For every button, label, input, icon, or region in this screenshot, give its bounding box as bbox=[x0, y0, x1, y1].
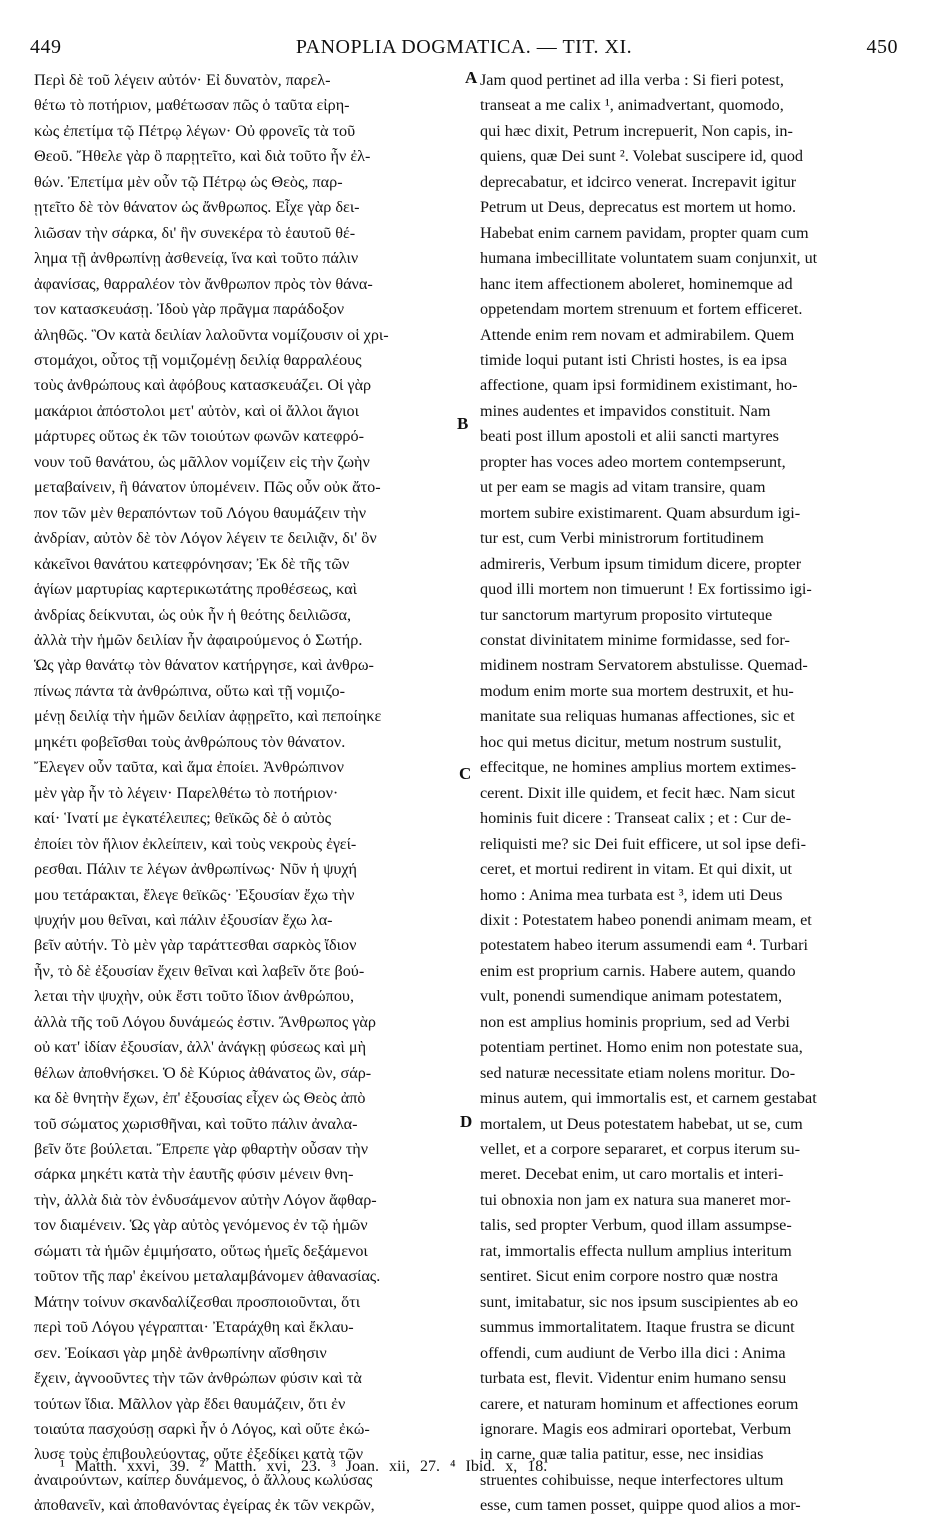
greek-text-line: νουν τοῦ θανάτου, ὡς μᾶλλον νομίζειν εἰς τὴν ζωὴν bbox=[34, 452, 370, 471]
latin-text-line: in carne, quæ talia patitur, esse, nec insidias bbox=[480, 1445, 764, 1464]
greek-text-line: θέλων ἀποθνήσκει. Ὁ δὲ Κύριος ἀθάνατος ὢν, σάρ- bbox=[34, 1063, 372, 1082]
greek-text-line: ἀποθανεῖν, καὶ ἀποθανόντας ἐγείρας ἐκ τῶν νεκρῶν, bbox=[34, 1496, 375, 1515]
greek-text-line: πίνως πάντα τὰ ἀνθρώπινα, οὕτω καὶ τῇ νομιζο- bbox=[34, 681, 345, 700]
latin-text-line: sunt, imitabatur, sic nos ipsum suscipientes ab eo bbox=[480, 1292, 799, 1311]
greek-text-line: ἀνδρίαν, αὐτὸν δὲ τὸν Λόγον λέγειν τε δειλιᾷν, δι' ὃν bbox=[34, 529, 377, 548]
greek-text-column bbox=[34, 68, 462, 1519]
latin-text-line: tui obnoxia non jam ex natura sua maneret mor- bbox=[480, 1190, 791, 1209]
latin-text-line: midinem nostram Servatorem abstulisse. Quemad- bbox=[480, 656, 808, 675]
greek-text-line: κα δὲ θνητὴν ἔχων, ἐπ' ἐξουσίας εἶχεν ὡς Θεὸς ἀπὸ bbox=[34, 1089, 366, 1108]
page-number-left: 449 bbox=[30, 36, 62, 58]
latin-text-line: hanc item affectionem aboleret, hominemque ad bbox=[480, 274, 793, 293]
greek-text-line: ἀλλὰ τὴν ἡμῶν δειλίαν ἦν ἀφαιρούμενος ὁ Σωτήρ. bbox=[34, 630, 363, 649]
latin-text-line: effecitque, ne homines amplius mortem extimes- bbox=[480, 758, 797, 777]
greek-text-line: βεῖν αὐτήν. Τὸ μὲν γὰρ ταράττεσθαι σαρκὸς ἴδιον bbox=[34, 936, 357, 955]
greek-text-line: στομάχοι, οὗτος τῇ νομιζομένῃ δειλίᾳ θαρραλέους bbox=[34, 350, 362, 369]
greek-text-line: σάρκα μηκέτι κατὰ τὴν ἑαυτῆς φύσιν μένειν θνη- bbox=[34, 1165, 354, 1184]
latin-text-line: ceret, et mortui redirent in vitam. Et qui dixit, ut bbox=[480, 860, 792, 879]
greek-text-line: τοιαύτα πασχούσῃ σαρκὶ ἦν ὁ Λόγος, καὶ οὔτε ἐκώ- bbox=[34, 1420, 370, 1439]
greek-text-line: σεν. Ἐοίκασι γὰρ μηδὲ ἀνθρωπίνην αἴσθησιν bbox=[34, 1343, 327, 1362]
latin-text-line: affectione, quam ipsi formidinem existimant, ho- bbox=[480, 376, 798, 395]
greek-text-line: τοῦτον τῆς παρ' ἐκείνου μεταλαμβάνομεν ἀθανασίας. bbox=[34, 1267, 381, 1286]
margin-letter-a: A bbox=[465, 68, 478, 87]
footnotes: ¹ Matth. xxvi, 39. ² Matth. xvi, 23. ³ Joan. xii, 27. ⁴ Ibid. x, 18. bbox=[60, 1458, 548, 1475]
latin-text-line: reliquisti me? sic Dei fuit efficere, ut sol ipse defi- bbox=[480, 834, 807, 853]
latin-text-line: tur est, cum Verbi ministrorum fortitudinem bbox=[480, 529, 764, 548]
greek-text-line: τον διαμένειν. Ὡς γὰρ αὐτὸς γενόμενος ἐν τῷ ἡμῶν bbox=[34, 1216, 368, 1235]
greek-text-line: θέτω τὸ ποτήριον, μαθέτωσαν πῶς ὁ ταῦτα εἰρη- bbox=[34, 96, 350, 115]
latin-text-line: minus autem, qui immortalis est, et carnem gestabat bbox=[480, 1089, 817, 1108]
latin-text-line: constat divinitatem minime formidasse, sed for- bbox=[480, 630, 790, 649]
greek-text-line: μὲν γὰρ ἦν τὸ λέγειν· Παρελθέτω τὸ ποτήριον· bbox=[34, 783, 339, 802]
latin-text-line: admireris, Verbum ipsum timidum dicere, propter bbox=[480, 554, 802, 573]
latin-text-line: dixit : Potestatem habeo ponendi animam meam, et bbox=[480, 910, 812, 929]
margin-letter-d: D bbox=[460, 1112, 473, 1131]
latin-text-line: potentiam pertinet. Homo enim non potestate sua, bbox=[480, 1038, 803, 1057]
greek-text-line: μένῃ δειλίᾳ τὴν ἡμῶν δειλίαν ἀφῃρεῖτο, καὶ πεποίηκε bbox=[34, 707, 382, 726]
greek-text-line: λεται τὴν ψυχὴν, οὐκ ἔστι τοῦτο ἴδιον ἀνθρώπου, bbox=[34, 987, 354, 1006]
latin-text-line: sed naturæ necessitate etiam nolens moritur. Do- bbox=[480, 1063, 796, 1082]
latin-text-column bbox=[480, 68, 900, 1519]
latin-text-line: quod illi mortem non timuerunt ! Ex fortissimo igi- bbox=[480, 580, 812, 599]
latin-text-line: cerent. Dixit ille quidem, et fecit hæc. Nam sicut bbox=[480, 783, 796, 802]
greek-text-line: λιῶσαν τὴν σάρκα, δι' ἣν συνεκέρα τὸ ἑαυτοῦ θέ- bbox=[34, 223, 356, 242]
latin-text-line: mortem subire existimarent. Quam absurdum igi- bbox=[480, 503, 801, 522]
greek-text-line: τοὺς ἀνθρώπους καὶ ἀφόβους κατασκευάζει. Οἱ γὰρ bbox=[34, 376, 372, 395]
latin-text-line: rat, immortalis effecta nullum amplius interitum bbox=[480, 1241, 792, 1260]
greek-text-line: Θεοῦ. Ἤθελε γὰρ ὃ παρῃτεῖτο, καὶ διὰ τοῦτο ἦν ἐλ- bbox=[34, 147, 371, 166]
latin-text-line: hominis fuit dicere : Transeat calix ; et : Cur de- bbox=[480, 809, 792, 828]
running-header bbox=[30, 36, 898, 66]
greek-text-line: μακάριοι ἀπόστολοι μετ' αὐτὸν, καὶ οἱ ἄλλοι ἅγιοι bbox=[34, 401, 359, 420]
latin-text-line: propter has voces adeo mortem contempserunt, bbox=[480, 452, 786, 471]
latin-text-line: manitate sua reliquas humanas affectiones, sic et bbox=[480, 707, 795, 726]
latin-text-line: Jam quod pertinet ad illa verba : Si fieri potest, bbox=[480, 71, 784, 89]
greek-text-line: μου τετάρακται, ἔλεγε θεϊκῶς· Ἐξουσίαν ἔχω τὴν bbox=[34, 885, 355, 904]
latin-text-line: turbata est, flevit. Videntur enim humano sensu bbox=[480, 1369, 787, 1388]
latin-text-line: meret. Decebat enim, ut caro mortalis et interi- bbox=[480, 1165, 784, 1184]
latin-text-line: deprecabatur, et idcirco venerat. Increpavit igitur bbox=[480, 172, 797, 191]
latin-text-line: sentiret. Sicut enim corpore nostro quæ nostra bbox=[480, 1267, 779, 1286]
latin-text-line: qui hæc dixit, Petrum increpuerit, Non capis, in- bbox=[480, 121, 793, 140]
latin-text-line: mines audentes et impavidos constituit. Nam bbox=[480, 401, 771, 420]
latin-text-line: oppetendam mortem strenuum et fortem efficeret. bbox=[480, 300, 803, 319]
margin-letter-b: B bbox=[457, 414, 469, 433]
latin-text-line: mortalem, ut Deus potestatem habebat, ut se, cum bbox=[480, 1114, 803, 1133]
latin-text-line: humana imbecillitate voluntatem suam conjunxit, ut bbox=[480, 249, 818, 268]
margin-letter-c: C bbox=[459, 764, 472, 783]
latin-text-line: vellet, et a corpore separaret, et corpus iterum su- bbox=[480, 1140, 801, 1159]
latin-text-line: tur sanctorum martyrum proposito virtuteque bbox=[480, 605, 773, 624]
greek-text-line: μηκέτι φοβεῖσθαι τοὺς ἀνθρώπους τὸν θάνατον. bbox=[34, 732, 346, 751]
latin-text-line: timide loqui putant isti Christi hostes, is ea ipsa bbox=[480, 350, 788, 369]
greek-text-line: Ὡς γὰρ θανάτῳ τὸν θάνατον κατήργησε, καὶ ἀνθρω- bbox=[34, 656, 374, 675]
greek-text-line: πον τῶν μὲν θεραπόντων τοῦ Λόγου θαυμάζειν τὴν bbox=[34, 503, 367, 522]
latin-text-line: ignorare. Magis eos admirari oportebat, Verbum bbox=[480, 1420, 792, 1439]
greek-text-line: Περὶ δὲ τοῦ λέγειν αὐτόν· Εἰ δυνατὸν, παρελ- bbox=[34, 71, 331, 89]
greek-text-line: καί· Ἱνατί με ἐγκατέλειπες; θεϊκῶς δὲ ὁ αὐτὸς bbox=[34, 809, 332, 828]
greek-text-line: ἀληθῶς. Ὃν κατὰ δειλίαν λαλοῦντα νομίζουσιν οἱ χρι- bbox=[34, 325, 389, 344]
greek-text-line: κὼς ἐπετίμα τῷ Πέτρῳ λέγων· Οὐ φρονεῖς τὰ τοῦ bbox=[34, 121, 356, 140]
latin-text-line: carere, et naturam hominum et affectiones eorum bbox=[480, 1394, 799, 1413]
running-title: PANOPLIA DOGMATICA. — TIT. XI. bbox=[295, 36, 633, 58]
greek-text-line: ρεσθαι. Πάλιν τε λέγων ἀνθρωπίνως· Νῦν ἡ ψυχή bbox=[34, 860, 358, 879]
latin-text-line: homo : Anima mea turbata est ³, idem uti Deus bbox=[480, 885, 783, 904]
greek-text-line: σώματι τὰ ἡμῶν ἐμιμήσατο, οὕτως ἡμεῖς δεξάμενοι bbox=[34, 1241, 368, 1260]
latin-text-line: talis, sed propter Verbum, quod illam assumpse- bbox=[480, 1216, 792, 1235]
greek-text-line: τὴν, ἀλλὰ διὰ τὸν ἐνδυσάμενον αὐτὴν Λόγον ἄφθαρ- bbox=[34, 1190, 377, 1209]
greek-text-line: μεταβαίνειν, ἢ θάνατον ὑπομένειν. Πῶς οὖν οὐκ ἄτο- bbox=[34, 478, 381, 497]
latin-text-line: Attende enim rem novam et admirabilem. Quem bbox=[480, 325, 795, 344]
greek-text-line: τοῦ σώματος χωρισθῆναι, καὶ τοῦτο πάλιν ἀναλα- bbox=[34, 1114, 358, 1133]
latin-text-line: offendi, cum audiunt de Verbo illa dici : Anima bbox=[480, 1343, 786, 1362]
greek-text-line: ψυχήν μου θεῖναι, καὶ πάλιν ἐξουσίαν ἔχω λα- bbox=[34, 910, 333, 929]
greek-text-line: τον κατασκευάσῃ. Ἰδοὺ γὰρ πρᾶγμα παράδοξον bbox=[34, 300, 345, 319]
latin-text-line: Petrum ut Deus, deprecatus est mortem ut homo. bbox=[480, 198, 797, 217]
greek-text-line: θών. Ἐπετίμα μὲν οὖν τῷ Πέτρῳ ὡς Θεὸς, παρ- bbox=[34, 172, 343, 191]
greek-text-line: μάρτυρες οὕτως ἐκ τῶν τοιούτων φωνῶν κατεφρό- bbox=[34, 427, 364, 446]
greek-text-line: ἔχειν, ἀγνοοῦντες τὴν τῶν ἀνθρώπων φύσιν καὶ τὰ bbox=[34, 1369, 362, 1388]
greek-text-line: ἀλλὰ τῆς τοῦ Λόγου δυνάμεώς ἐστιν. Ἄνθρωπος γὰρ bbox=[34, 1012, 376, 1031]
greek-text-line: ῃτεῖτο δὲ τὸν θάνατον ὡς ἄνθρωπος. Εἶχε γὰρ δει- bbox=[34, 198, 360, 217]
latin-text-line: potestatem habeo iterum assumendi eam ⁴. Turbari bbox=[480, 936, 808, 955]
greek-text-line: τούτων ἴδια. Μᾶλλον γὰρ ἔδει θαυμάζειν, ὅτι ἐν bbox=[34, 1394, 346, 1413]
greek-text-line: ἁγίων μαρτυρίας καρτερικωτάτης προθέσεως, καὶ bbox=[34, 580, 357, 599]
greek-text-line: λυσε τοὺς ἐπιβουλεύοντας, οὔτε ἐξεδίκει κατὰ τῶν bbox=[34, 1445, 364, 1464]
latin-text-line: vult, ponendi sumendique animam potestatem, bbox=[480, 987, 783, 1006]
greek-text-line: λημα τῇ ἀνθρωπίνῃ ἀσθενείᾳ, ἵνα καὶ τοῦτο πάλιν bbox=[34, 249, 359, 268]
latin-text-line: esse, cum tamen posset, quippe quod alios a mor- bbox=[480, 1496, 801, 1515]
greek-text-line: ἀφανίσας, θαρραλέον τὸν ἄνθρωπον πρὸς τὸν θάνα- bbox=[34, 274, 373, 293]
latin-text-line: non est amplius hominis proprium, sed ad Verbi bbox=[480, 1012, 790, 1031]
latin-text-line: beati post illum apostoli et alii sancti martyres bbox=[480, 427, 779, 446]
greek-text-line: ἦν, τὸ δὲ ἐξουσίαν ἔχειν θεῖναι καὶ λαβεῖν ὅτε βού- bbox=[34, 961, 365, 980]
latin-text-line: modum enim morte sua mortem destruxit, et hu- bbox=[480, 681, 794, 700]
greek-text-line: βεῖν ὅτε βούλεται. Ἔπρεπε γὰρ φθαρτὴν οὖσαν τὴν bbox=[34, 1140, 369, 1159]
latin-text-line: hoc qui metus dicitur, metum nostrum sustulit, bbox=[480, 732, 782, 751]
latin-text-line: summus immortalitatem. Itaque frustra se dicunt bbox=[480, 1318, 795, 1337]
latin-text-line: quiens, quæ Dei sunt ². Volebat suscipere id, quod bbox=[480, 147, 804, 166]
page-number-right: 450 bbox=[866, 36, 898, 58]
greek-text-line: Μάτην τοίνυν σκανδαλίζεσθαι προσποιοῦνται, ὅτι bbox=[34, 1292, 361, 1311]
greek-text-line: κἀκεῖνοι θανάτου κατεφρόνησαν; Ἐκ δὲ τῆς τῶν bbox=[34, 554, 350, 573]
latin-text-line: ut per eam se magis ad vitam transire, quam bbox=[480, 478, 766, 497]
latin-text-line: transeat a me calix ¹, animadvertant, quomodo, bbox=[480, 96, 784, 115]
greek-text-line: ἐποίει τὸν ἥλιον ἐκλείπειν, καὶ τοὺς νεκροὺς ἐγεί- bbox=[34, 834, 357, 853]
greek-text-line: περὶ τοῦ Λόγου γέγραπται· Ἐταράχθη καὶ ἔκλαυ- bbox=[34, 1318, 354, 1337]
greek-text-line: ἀναιρούντων, καίπερ δυνάμενος, ὁ ἄλλους κωλύσας bbox=[34, 1470, 373, 1489]
greek-text-line: οὐ κατ' ἰδίαν ἐξουσίαν, ἀλλ' ἀνάγκῃ φύσεως καὶ μὴ bbox=[34, 1038, 367, 1057]
latin-text-line: struentes cohibuisse, neque interfectores ultum bbox=[480, 1470, 784, 1489]
latin-text-line: enim est proprium carnis. Habere autem, quando bbox=[480, 961, 796, 980]
greek-text-line: Ἔλεγεν οὖν ταῦτα, καὶ ἅμα ἐποίει. Ἀνθρώπινον bbox=[34, 758, 344, 777]
greek-text-line: ἀνδρίας δείκνυται, ὡς οὐκ ἦν ἡ θεότης δειλιῶσα, bbox=[34, 605, 352, 624]
latin-text-line: Habebat enim carnem pavidam, propter quam cum bbox=[480, 223, 809, 242]
